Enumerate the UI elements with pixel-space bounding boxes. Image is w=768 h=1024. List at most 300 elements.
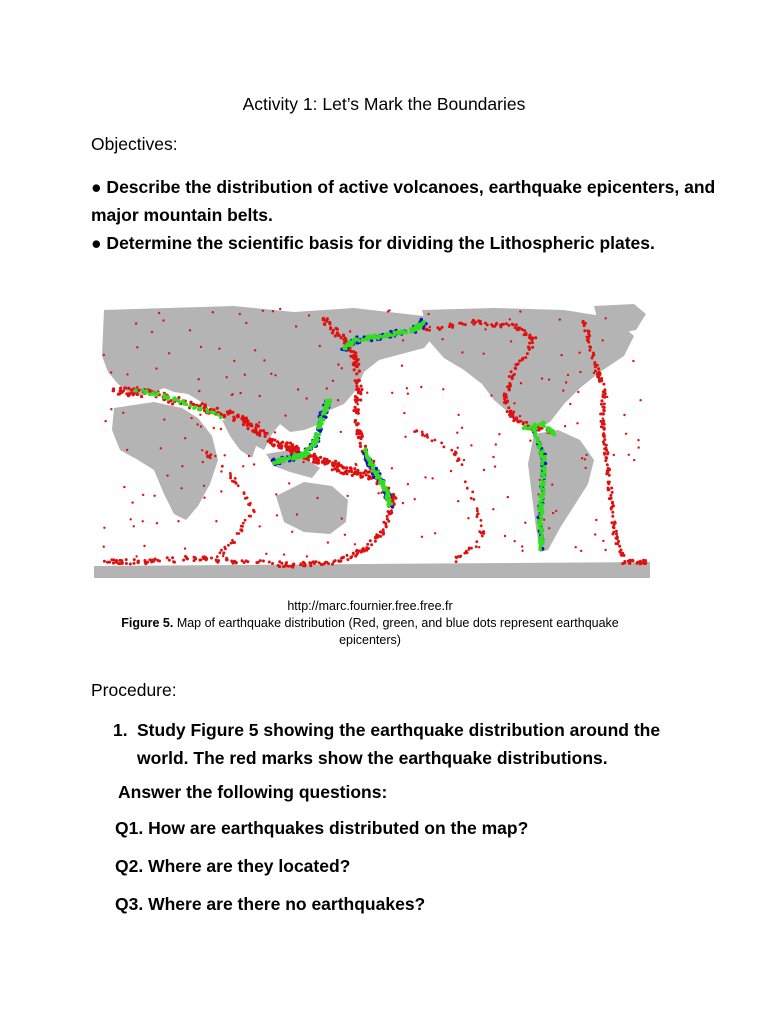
quake-dot: [511, 377, 514, 380]
quake-dot: [318, 433, 322, 437]
quake-dot: [420, 386, 422, 388]
quake-dot: [541, 503, 545, 507]
quake-dot: [521, 545, 523, 547]
quake-dot: [243, 561, 246, 564]
quake-dot: [383, 334, 387, 338]
quake-dot: [478, 530, 481, 533]
quake-dot: [510, 340, 512, 342]
quake-dot: [541, 542, 545, 546]
quake-dot: [148, 389, 151, 392]
quake-dot: [237, 532, 240, 535]
quake-dot: [514, 540, 516, 542]
quake-dot: [237, 484, 240, 487]
quake-dot: [272, 310, 274, 312]
quake-dot: [278, 560, 281, 563]
quake-dot: [220, 428, 222, 430]
quake-dot: [474, 321, 477, 324]
quake-dot: [357, 403, 359, 405]
quake-dot: [588, 349, 591, 352]
quake-dot: [156, 392, 160, 396]
quake-dot: [130, 518, 132, 520]
quake-dot: [569, 403, 571, 405]
quake-dot: [394, 331, 398, 335]
quake-dot: [620, 553, 623, 556]
quake-dot: [319, 417, 323, 421]
procedure-heading: Procedure:: [91, 680, 177, 700]
quake-dot: [265, 432, 268, 435]
quake-dot: [520, 382, 522, 384]
quake-dot: [349, 347, 351, 349]
quake-dot: [540, 472, 544, 476]
quake-dot: [369, 539, 372, 542]
quake-dot: [237, 415, 240, 418]
quake-dot: [141, 388, 145, 392]
quake-dot: [527, 346, 530, 349]
quake-dot: [246, 560, 249, 563]
quake-dot: [323, 462, 326, 465]
quake-dot: [537, 521, 541, 525]
quake-dot: [614, 521, 617, 524]
quake-dot: [608, 481, 611, 484]
quake-dot: [467, 517, 469, 519]
quake-dot: [521, 550, 523, 552]
quake-dot: [216, 407, 219, 410]
quake-dot: [492, 508, 494, 510]
quake-dot: [387, 310, 389, 312]
quake-dot: [456, 459, 459, 462]
quake-dot: [353, 361, 356, 364]
quake-dot: [538, 451, 542, 455]
quake-dot: [428, 329, 431, 332]
quake-dot: [436, 326, 439, 329]
quake-dot: [298, 455, 302, 459]
quake-dot: [632, 360, 634, 362]
quake-dot: [129, 563, 132, 566]
quake-dot: [350, 470, 353, 473]
quake-dot: [357, 358, 360, 361]
quake-dot: [387, 492, 391, 496]
quake-dot: [317, 423, 321, 427]
quake-dot: [106, 561, 109, 564]
quake-dot: [288, 482, 290, 484]
quake-dot: [442, 388, 444, 390]
quake-dot: [391, 392, 393, 394]
quake-dot: [345, 472, 348, 475]
quake-dot: [278, 447, 280, 449]
quake-dot: [639, 560, 642, 563]
quake-dot: [603, 406, 606, 409]
quake-dot: [110, 408, 112, 410]
quake-dot: [339, 560, 342, 563]
quake-dot: [596, 364, 599, 367]
quake-dot: [639, 562, 642, 565]
quake-dot: [287, 565, 290, 568]
quake-dot: [480, 524, 483, 527]
quake-dot: [470, 444, 472, 446]
quake-dot: [611, 491, 614, 494]
quake-dot: [385, 524, 388, 527]
quake-dot: [324, 409, 328, 413]
quake-dot: [162, 396, 166, 400]
quake-dot: [543, 465, 547, 469]
quake-dot: [322, 318, 325, 321]
quake-dot: [425, 328, 428, 331]
quake-dot: [181, 465, 183, 467]
quake-dot: [233, 417, 236, 420]
quake-dot: [173, 561, 176, 564]
quake-dot: [249, 502, 252, 505]
quake-dot: [580, 550, 582, 552]
quake-dot: [357, 363, 360, 366]
quake-dot: [112, 389, 115, 392]
quake-dot: [466, 551, 469, 554]
quake-dot: [117, 393, 120, 396]
quake-dot: [302, 461, 304, 463]
quake-dot: [227, 544, 230, 547]
quake-dot: [338, 464, 341, 467]
quake-dot: [383, 488, 387, 492]
quake-dot: [222, 555, 224, 557]
quake-dot: [538, 548, 542, 552]
quake-dot: [530, 339, 533, 342]
quake-dot: [354, 555, 357, 558]
quake-dot: [523, 333, 526, 336]
quake-dot: [391, 505, 394, 508]
quake-dot: [349, 355, 352, 358]
quake-dot: [103, 527, 105, 529]
quake-dot: [473, 498, 476, 501]
quake-dot: [134, 389, 138, 393]
quake-dot: [475, 545, 478, 548]
quake-dot: [364, 469, 367, 472]
quake-dot: [567, 374, 569, 376]
quake-dot: [329, 328, 331, 330]
quake-dot: [585, 454, 587, 456]
quake-dot: [249, 515, 252, 518]
quake-dot: [464, 480, 467, 483]
quake-dot: [271, 562, 274, 565]
quake-dot: [440, 442, 443, 445]
quake-dot: [453, 453, 456, 456]
quake-dot: [202, 557, 205, 560]
quake-dot: [307, 458, 310, 461]
quake-dot: [151, 331, 153, 333]
quake-dot: [253, 463, 255, 465]
quake-dot: [341, 517, 343, 519]
quake-dot: [284, 456, 288, 460]
quake-dot: [334, 334, 337, 337]
quake-dot: [303, 451, 307, 455]
quake-dot: [357, 550, 360, 553]
quake-dot: [591, 357, 594, 360]
quake-dot: [498, 433, 500, 435]
quake-dot: [211, 411, 215, 415]
quake-dot: [217, 559, 220, 562]
quake-dot: [331, 331, 334, 334]
quake-dot: [355, 399, 358, 402]
procedure-steps: [113, 716, 713, 772]
quake-dot: [518, 359, 521, 362]
quake-dot: [507, 324, 510, 327]
quake-dot: [133, 562, 136, 565]
quake-dot: [373, 336, 377, 340]
quake-dot: [337, 399, 339, 401]
quake-dot: [198, 378, 200, 380]
quake-dot: [374, 472, 378, 476]
quake-dot: [153, 495, 155, 497]
quake-dot: [603, 453, 606, 456]
quake-dot: [507, 496, 509, 498]
quake-dot: [144, 559, 147, 562]
quake-dot: [353, 368, 356, 371]
quake-dot: [340, 431, 342, 433]
quake-dot: [386, 518, 389, 521]
quake-dot: [119, 387, 122, 390]
quake-dot: [126, 373, 128, 375]
quake-dot: [184, 555, 187, 558]
quake-dot: [355, 372, 358, 375]
quake-dot: [611, 511, 614, 514]
quake-dot: [160, 447, 162, 449]
quake-dot: [434, 439, 437, 442]
quake-dot: [300, 562, 303, 565]
quake-dot: [639, 399, 641, 401]
quake-dot: [625, 433, 627, 435]
quake-dot: [136, 386, 138, 388]
quake-dot: [540, 482, 544, 486]
quake-dot: [611, 515, 614, 518]
quake-dot: [368, 470, 371, 473]
quake-dot: [118, 562, 121, 565]
quake-dot: [533, 434, 537, 438]
quake-dot: [609, 497, 612, 500]
quake-dot: [354, 395, 357, 398]
quake-dot: [604, 459, 607, 462]
quake-dot: [239, 313, 241, 315]
quake-dot: [347, 495, 349, 497]
quake-dot: [548, 378, 550, 380]
quake-dot: [231, 394, 233, 396]
quake-dot: [361, 435, 364, 438]
quake-dot: [205, 557, 208, 560]
quake-dot: [262, 310, 264, 312]
quake-dot: [424, 435, 427, 438]
quake-dot: [199, 408, 203, 412]
quake-dot: [494, 465, 496, 467]
quake-dot: [332, 464, 335, 467]
quake-dot: [483, 469, 485, 471]
quake-dot: [542, 475, 546, 479]
quake-dot: [189, 404, 193, 408]
quake-dot: [504, 401, 507, 404]
quake-dot: [414, 498, 416, 500]
quake-dot: [263, 359, 265, 361]
quake-dot: [578, 352, 580, 354]
quake-dot: [551, 483, 553, 485]
quake-dot: [342, 466, 345, 469]
quake-dot: [218, 348, 220, 350]
quake-dot: [464, 323, 467, 326]
quake-dot: [421, 431, 424, 434]
quake-dot: [127, 387, 130, 390]
quake-dot: [346, 554, 349, 557]
quake-dot: [136, 346, 138, 348]
quake-dot: [536, 440, 540, 444]
quake-dot: [235, 482, 238, 485]
quake-dot: [543, 456, 547, 460]
quake-dot: [457, 447, 459, 449]
quake-dot: [316, 497, 318, 499]
quake-dot: [171, 402, 174, 405]
quake-dot: [594, 533, 596, 535]
quake-dot: [605, 456, 608, 459]
quake-dot: [528, 342, 531, 345]
quake-dot: [287, 445, 290, 448]
quake-dot: [521, 357, 524, 360]
quake-dot: [535, 423, 539, 427]
quake-dot: [215, 558, 218, 561]
quake-dot: [510, 370, 513, 373]
quake-dot: [539, 536, 543, 540]
quake-dot: [199, 414, 201, 416]
quake-dot: [137, 560, 140, 563]
quake-dot: [588, 330, 591, 333]
quake-dot: [230, 560, 233, 563]
quake-dot: [186, 557, 189, 560]
quake-dot: [182, 400, 186, 404]
quake-dot: [148, 393, 152, 397]
quake-dot: [378, 479, 382, 483]
quake-dot: [219, 551, 222, 554]
quake-dot: [258, 421, 260, 423]
quake-dot: [142, 494, 144, 496]
quake-dot: [344, 534, 346, 536]
quake-dot: [234, 477, 237, 480]
question-2: Q2. Where are they located?: [115, 856, 351, 876]
quake-dot: [367, 337, 371, 341]
quake-dot: [133, 558, 136, 561]
quake-dot: [212, 311, 214, 313]
quake-dot: [345, 469, 348, 472]
quake-dot: [265, 553, 267, 555]
earthquake-map-figure: [94, 300, 650, 578]
quake-dot: [374, 540, 377, 543]
quake-dot: [156, 522, 158, 524]
quake-dot: [355, 381, 358, 384]
quake-dot: [223, 414, 226, 417]
quake-dot: [219, 415, 223, 419]
quake-dot: [235, 561, 238, 564]
quake-dot: [575, 546, 577, 548]
quake-dot: [610, 521, 613, 524]
quake-dot: [459, 555, 462, 558]
quake-dot: [461, 427, 463, 429]
quake-dot: [313, 562, 316, 565]
quake-dot: [359, 472, 362, 475]
quake-dot: [607, 488, 610, 491]
quake-dot: [356, 471, 359, 474]
quake-dot: [216, 413, 220, 417]
objectives-list: [91, 173, 731, 257]
quake-dot: [391, 334, 395, 338]
quake-dot: [638, 446, 640, 448]
quake-dot: [203, 497, 205, 499]
quake-dot: [539, 493, 543, 497]
quake-dot: [371, 468, 375, 472]
quake-dot: [476, 507, 479, 510]
quake-dot: [531, 346, 534, 349]
quake-dot: [509, 411, 512, 414]
quake-dot: [224, 548, 227, 551]
quake-dot: [342, 334, 345, 337]
quake-dot: [553, 433, 557, 437]
quake-dot: [302, 564, 305, 567]
quake-dot: [166, 556, 169, 559]
quake-dot: [110, 371, 112, 373]
quake-dot: [471, 491, 474, 494]
quake-dot: [337, 363, 339, 365]
quake-dot: [542, 425, 546, 429]
quake-dot: [344, 344, 348, 348]
quake-dot: [409, 330, 413, 334]
quake-dot: [120, 391, 123, 394]
quake-dot: [421, 536, 423, 538]
quake-dot: [628, 454, 630, 456]
quake-dot: [194, 405, 198, 409]
quake-dot: [562, 389, 564, 391]
quake-dot: [366, 543, 369, 546]
quake-dot: [103, 546, 105, 548]
quake-dot: [206, 451, 209, 454]
quake-dot: [472, 319, 475, 322]
quake-dot: [255, 423, 258, 426]
quake-dot: [103, 560, 106, 563]
quake-dot: [162, 319, 164, 321]
quake-dot: [126, 449, 128, 451]
quake-dot: [198, 390, 200, 392]
quake-dot: [402, 502, 404, 504]
quake-dot: [245, 417, 248, 420]
quake-dot: [503, 398, 506, 401]
quake-dot: [538, 423, 542, 427]
quake-dot: [588, 345, 591, 348]
quake-dot: [406, 387, 408, 389]
quake-dot: [221, 465, 224, 468]
quake-dot: [606, 463, 609, 466]
quake-dot: [124, 386, 127, 389]
quake-dot: [407, 483, 409, 485]
quake-dot: [220, 549, 223, 552]
quake-dot: [359, 445, 362, 448]
quake-dot: [623, 414, 625, 416]
quake-dot: [458, 322, 461, 325]
quake-dot: [401, 365, 403, 367]
quake-dot: [586, 339, 589, 342]
quake-dot: [632, 559, 635, 562]
quake-dot: [226, 376, 228, 378]
objectives-heading: Objectives:: [91, 134, 178, 154]
quake-dot: [125, 562, 128, 565]
quake-dot: [483, 353, 485, 355]
quake-dot: [337, 469, 340, 472]
quake-dot: [275, 493, 277, 495]
quake-dot: [343, 338, 346, 341]
quake-dot: [364, 447, 368, 451]
quake-dot: [524, 356, 527, 359]
figure-caption: [100, 598, 640, 649]
quake-dot: [514, 326, 517, 329]
quake-dot: [190, 417, 192, 419]
